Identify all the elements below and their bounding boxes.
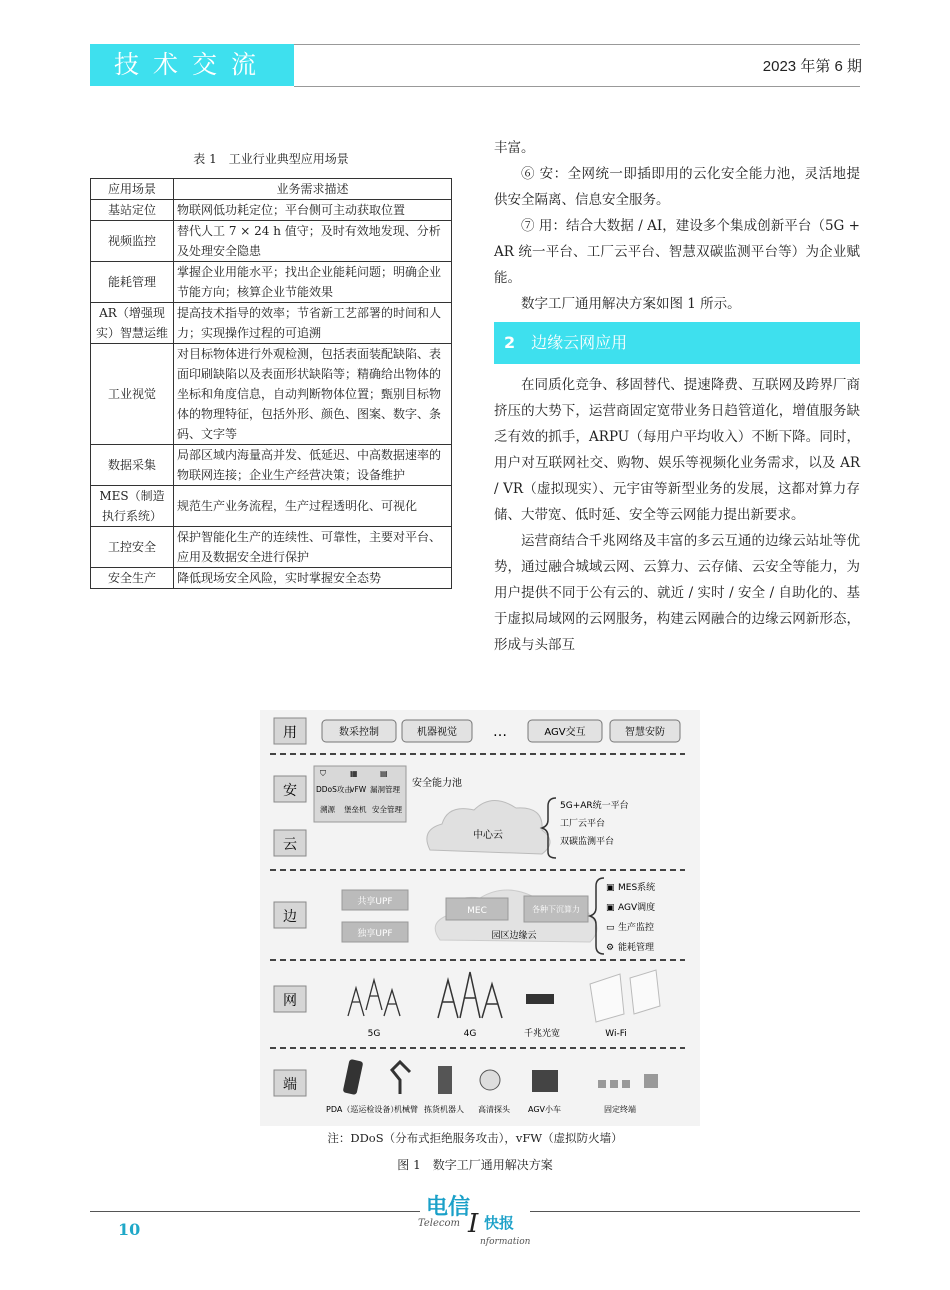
edge-app-icon: ▣ — [606, 903, 615, 913]
header-rule-bottom — [294, 86, 860, 87]
table-row — [91, 486, 452, 527]
table-row — [91, 344, 452, 445]
network-label: Wi-Fi — [605, 1029, 627, 1039]
edge-app-label: 生产监控 — [618, 923, 655, 933]
table-cell: 提高技术指导的效率；节省新工艺部署的时间和人力；实现操作过程的可追溯 — [174, 303, 452, 344]
table-cell: 局部区域内海量高并发、低延迟、中高数据速率的物联网连接；企业生产经营决策；设备维护 — [174, 445, 452, 486]
table-row — [91, 262, 452, 303]
app-label: 数采控制 — [339, 727, 379, 738]
network-label: 4G — [463, 1029, 477, 1039]
camera-icon — [480, 1070, 500, 1090]
table-cell: 安全生产 — [91, 568, 174, 589]
section-number: 2 — [504, 333, 516, 352]
fiber-modem-icon — [526, 994, 554, 1004]
security-item: 堡垒机 — [344, 805, 367, 814]
terminal-label: 拣货机器人 — [424, 1105, 464, 1114]
layer-label-network: 网 — [283, 993, 297, 1009]
logo-kuaibao: 快报 — [484, 1214, 515, 1232]
edge-app-icon: ▭ — [606, 923, 615, 933]
table-cell: 基站定位 — [91, 200, 174, 221]
network-label: 千兆光宽 — [523, 1029, 561, 1039]
table-cell: 能耗管理 — [91, 262, 174, 303]
terminal-label: AGV小车 — [528, 1105, 562, 1114]
table-cell: 视频监控 — [91, 221, 174, 262]
security-item: DDoS攻击 — [316, 785, 352, 794]
table-row — [91, 200, 452, 221]
body-text-top — [494, 135, 860, 317]
table-row — [91, 527, 452, 568]
app-label: 智慧安防 — [625, 727, 665, 738]
doc-icon: ▤ — [380, 769, 388, 778]
edge-app-label: MES系统 — [618, 883, 656, 893]
paragraph: 数字工厂通用解决方案如图 1 所示。 — [521, 296, 741, 312]
logo-i-glyph: I — [468, 1209, 479, 1239]
table-cell: 工业视觉 — [91, 344, 174, 445]
footer-rule-left — [90, 1211, 420, 1212]
paragraph: ⑥ 安：全网统一即插即用的云化安全能力池，灵活地提供安全隔离、信息安全服务。 — [494, 166, 860, 208]
app-label: 机器视觉 — [417, 727, 457, 738]
network-label: 5G — [367, 1029, 381, 1039]
table-cell: 工控安全 — [91, 527, 174, 568]
paragraph: 在同质化竞争、移固替代、提速降费、互联网及跨界厂商挤压的大势下，运营商固定宽带业务日趋管道化，增值服务缺乏有效的抓手，ARPU（每用户平均收入）不断下降。同时，用户对互联网社交、购物、娱乐等视频化业务需求，以及 AR / VR（虚拟现实）、元宇宙等新型业务的发展，这都对算力存储、大带宽、低时延、安全等云网能力提出新要求。 — [494, 377, 860, 523]
terminal-label: 机械臂 — [394, 1105, 418, 1114]
platform-label: 工厂云平台 — [560, 819, 606, 829]
mec-label: MEC — [467, 906, 487, 916]
edge-app-label: 能耗管理 — [618, 943, 655, 953]
picking-robot-icon — [438, 1066, 452, 1094]
platform-label: 5G+AR统一平台 — [560, 801, 629, 811]
table-header-cell: 应用场景 — [91, 179, 174, 200]
platform-label: 双碳监测平台 — [560, 837, 615, 847]
section-title: 技术交流 — [113, 50, 270, 79]
table-cell: 掌握企业用能水平；找出企业能耗问题；明确企业节能方向；核算企业节能效果 — [174, 262, 452, 303]
table-cell: 物联网低功耗定位；平台侧可主动获取位置 — [174, 200, 452, 221]
security-item: vFW — [350, 785, 367, 794]
security-item: 漏洞管理 — [370, 785, 400, 794]
table-header-cell: 业务需求描述 — [174, 179, 452, 200]
figure-note: 注：DDoS（分布式拒绝服务攻击），vFW（虚拟防火墙） — [327, 1131, 623, 1145]
table-cell: 数据采集 — [91, 445, 174, 486]
table-cell: 对目标物体进行外观检测，包括表面装配缺陷、表面印刷缺陷以及表面形状缺陷等；精确给出物体的坐标和角度信息，自动判断物体位置；甄别目标物体的物理特征，包括外形、颜色、图案、数字、条码、文字等 — [174, 344, 452, 445]
firewall-icon: ▦ — [350, 769, 358, 778]
edge-app-icon: ⚙ — [606, 943, 615, 953]
scenario-table — [90, 178, 452, 589]
table-cell: MES（制造执行系统） — [91, 486, 174, 527]
table-caption: 表 1 工业行业典型应用场景 — [193, 152, 349, 166]
header-rule-top — [294, 44, 860, 45]
upf-label: 共享UPF — [357, 897, 393, 907]
shield-icon: ⛉ — [320, 769, 326, 778]
solution-diagram — [260, 710, 700, 1126]
table-header-row — [91, 179, 452, 200]
section-heading — [494, 322, 860, 364]
upf-label: 独享UPF — [357, 929, 393, 939]
table-cell: 规范生产业务流程，生产过程透明化、可视化 — [174, 486, 452, 527]
edge-app-label: AGV调度 — [618, 903, 656, 913]
logo-en-information: nformation — [480, 1237, 530, 1247]
figure-caption: 图 1 数字工厂通用解决方案 — [397, 1158, 553, 1172]
issue-label: 2023 年第 6 期 — [762, 58, 862, 75]
security-item: 溯源 — [320, 805, 335, 814]
layer-label-cloud: 云 — [283, 837, 297, 853]
paragraph: 丰富。 — [494, 140, 535, 156]
park-cloud-label: 园区边缘云 — [491, 931, 537, 941]
paragraph: 运营商结合千兆网络及丰富的多云互通的边缘云站址等优势，通过融合城域云网、云算力、云存储、云安全等能力，为用户提供不同于公有云的、就近 / 实时 / 安全 / 自助化的、基于虚拟局域网的云网服务，构建云网融合的边缘云网新形态，形成与头部互 — [494, 533, 860, 653]
layer-label-apply: 用 — [283, 725, 297, 741]
layer-label-edge: 边 — [283, 909, 297, 925]
compute-label: 各种下沉算力 — [532, 905, 580, 914]
terminal-label: 固定终端 — [604, 1105, 636, 1114]
paragraph: ⑦ 用：结合大数据 / AI，建设多个集成创新平台（5G + AR 统一平台、工厂云平台、智慧双碳监测平台等）为企业赋能。 — [494, 218, 860, 286]
table-cell: 保护智能化生产的连续性、可靠性，主要对平台、应用及数据安全进行保护 — [174, 527, 452, 568]
layer-label-security: 安 — [283, 783, 297, 799]
layer-label-terminal: 端 — [283, 1077, 297, 1093]
app-label: AGV交互 — [544, 727, 586, 738]
footer-rule-right — [530, 1211, 860, 1212]
table-cell: AR（增强现实）智慧运维 — [91, 303, 174, 344]
logo-en-telecom: Telecom — [418, 1218, 461, 1229]
section-heading-text: 边缘云网应用 — [531, 333, 628, 352]
table-row — [91, 445, 452, 486]
table-cell: 替代人工 7 × 24 h 值守；及时有效地发现、分析及处理安全隐患 — [174, 221, 452, 262]
page-number: 10 — [118, 1220, 141, 1239]
table-row — [91, 568, 452, 589]
table-cell: 降低现场安全风险，实时掌握安全态势 — [174, 568, 452, 589]
security-item: 安全管理 — [372, 805, 402, 814]
app-label: … — [493, 724, 507, 740]
body-text-bottom — [494, 372, 860, 658]
table-row — [91, 221, 452, 262]
terminal-label: PDA（巡运检设备） — [326, 1105, 399, 1114]
center-cloud-label: 中心云 — [473, 830, 503, 841]
table-row — [91, 303, 452, 344]
security-pool-label: 安全能力池 — [412, 778, 462, 789]
logo-cn: 电信 — [426, 1195, 471, 1220]
terminal-label: 高清探头 — [478, 1105, 510, 1114]
agv-icon — [532, 1070, 558, 1092]
edge-app-icon: ▣ — [606, 883, 615, 893]
journal-logo — [418, 1190, 530, 1250]
apps-row — [322, 720, 680, 742]
